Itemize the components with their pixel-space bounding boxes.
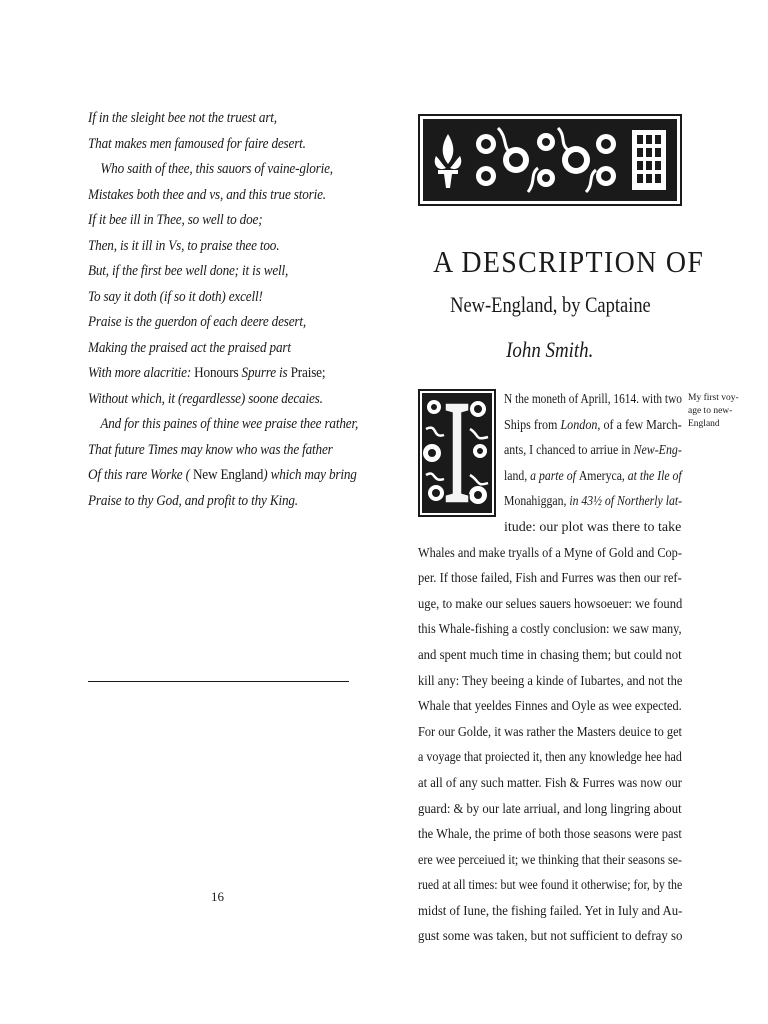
- body-line-fragment: a voyage that proiected it, then any knowledge hee had: [418, 750, 682, 766]
- margin-note-line: My first voy-: [688, 393, 739, 403]
- body-line-fragment: Ships from: [504, 417, 561, 433]
- body-line: [418, 541, 682, 567]
- poem-line: And for this paines of thine wee praise thee rather,: [100, 416, 359, 432]
- body-line-fragment: Ameryca: [578, 468, 622, 484]
- body-line-fragment: ants, I chanced to arriue in: [504, 443, 634, 459]
- poem-line: Praise to thy God, and profit to thy King.: [88, 492, 298, 509]
- body-line: [432, 464, 682, 490]
- poem-line: But, if the first bee well done; it is well,: [88, 263, 289, 279]
- body-line-fragment: , a parte of: [524, 468, 579, 484]
- body-line-fragment: at all of any such matter. Fish & Furres was now our: [418, 775, 682, 791]
- poem-fragment: Honours: [194, 365, 242, 381]
- body-line-fragment: uge, to make our selues sauers howsoeuer: we found: [418, 596, 683, 612]
- poem-fragment: New England: [192, 467, 264, 483]
- body-line: [434, 387, 682, 413]
- body-line-fragment: New-Eng-: [633, 443, 682, 459]
- body-line: [418, 899, 683, 925]
- body-line: [418, 924, 683, 950]
- poem-line: Then, is it ill in Vs, to praise thee too.: [88, 237, 280, 254]
- body-line-fragment: kill any: They beeing a kinde of Iubartes, and not the: [418, 673, 683, 689]
- body-line: [431, 438, 682, 464]
- poem-line: If it bee ill in Thee, so well to doe;: [88, 212, 263, 228]
- poem-fragment: Of this rare Worke (: [88, 467, 193, 483]
- poem-line: Who saith of thee, this sauors of vaine-glorie,: [100, 161, 333, 177]
- body-line-fragment: rued at all times: but wee found it otherwise; for, by the: [418, 878, 683, 894]
- poem-fragment: Praise;: [290, 365, 326, 381]
- dedicatory-poem: [88, 106, 359, 514]
- poem-line: [88, 463, 357, 489]
- poem-line: Praise is the guerdon of each deere desert,: [88, 314, 307, 330]
- ornamental-headpiece: [418, 114, 682, 206]
- body-line: [418, 617, 682, 643]
- body-text: [418, 387, 682, 950]
- body-line: [418, 822, 682, 848]
- poem-line: Without which, it (regardlesse) soone decaies.: [88, 390, 323, 407]
- body-line: [418, 592, 683, 618]
- margin-note-line: England: [688, 419, 720, 429]
- body-line: [418, 720, 683, 746]
- body-line: [418, 797, 682, 823]
- poem-fragment: ) which may bring: [263, 467, 357, 483]
- body-line: [418, 873, 683, 899]
- body-line-fragment: London: [560, 417, 598, 433]
- body-line-fragment: Whale that yeeldes Finnes and Oyle as wee expected.: [418, 699, 682, 715]
- author-name: [418, 337, 682, 363]
- body-line-fragment: , at the Ile of: [621, 468, 682, 484]
- body-line: [418, 694, 682, 720]
- poem-line: Making the praised act the praised part: [88, 339, 291, 356]
- body-line-fragment: , of a few March-: [597, 417, 682, 433]
- body-line-fragment: Whales and make tryalls of a Myne of Gold and Cop-: [418, 545, 682, 561]
- page-title: [418, 244, 705, 280]
- margin-note-line: age to new-: [688, 406, 733, 416]
- body-line-fragment: N the moneth of Aprill, 1614. with two: [504, 392, 682, 407]
- body-line: [418, 515, 682, 541]
- body-line-fragment: For our Golde, it was rather the Masters deuice to get: [418, 724, 683, 740]
- poem-fragment: With more alacritie:: [88, 365, 195, 381]
- body-line-fragment: Monahiggan: [504, 494, 564, 510]
- body-line: [430, 413, 682, 439]
- horizontal-rule: [88, 681, 349, 682]
- margin-note: [688, 392, 738, 431]
- page-subtitle-text: New-England, by Captaine: [449, 292, 651, 317]
- body-line-fragment: midst of Iune, the fishing failed. Yet in Iuly and Au-: [418, 903, 683, 919]
- poem-line: That future Times may know who was the father: [88, 441, 333, 458]
- poem-fragment: Spurre is: [241, 365, 291, 381]
- body-line-fragment: and spent much time in chasing them; but could not: [418, 647, 682, 663]
- body-line: [418, 771, 682, 797]
- body-line: [418, 643, 682, 669]
- poem-line: [88, 361, 352, 387]
- poem-line: If in the sleight bee not the truest art,: [88, 110, 277, 126]
- body-line: [432, 489, 683, 515]
- body-line: [418, 848, 683, 874]
- body-line: [418, 745, 682, 771]
- body-line-fragment: this Whale-fishing a costly conclusion: we saw many,: [418, 622, 682, 638]
- poem-line: Mistakes both thee and vs, and this true storie.: [88, 186, 326, 203]
- poem-line: That makes men famoused for faire desert.: [88, 135, 306, 152]
- body-line-fragment: per. If those failed, Fish and Furres was then our ref-: [418, 571, 682, 587]
- page-subtitle: [418, 292, 682, 318]
- body-line-fragment: guard: & by our late arriual, and long lingring about: [418, 801, 682, 817]
- page-title-text: A DESCRIPTION OF: [433, 244, 705, 279]
- body-line-fragment: gust some was taken, but not sufficient to defray so: [418, 929, 683, 945]
- body-line-fragment: land: [504, 468, 525, 484]
- page-number: 16: [211, 889, 224, 904]
- body-line-fragment: itude: our plot was there to take: [504, 519, 682, 535]
- poem-line: To say it doth (if so it doth) excell!: [88, 288, 263, 305]
- body-line: [418, 669, 683, 695]
- body-line: [418, 566, 682, 592]
- body-line-fragment: ere wee perceiued it; we thinking that their seasons se-: [418, 852, 683, 868]
- body-line-fragment: the Whale, the prime of both those seasons were past: [418, 827, 682, 843]
- body-line-fragment: , in 43½ of Northerly lat-: [563, 494, 683, 510]
- author-name-text: Iohn Smith.: [506, 337, 594, 362]
